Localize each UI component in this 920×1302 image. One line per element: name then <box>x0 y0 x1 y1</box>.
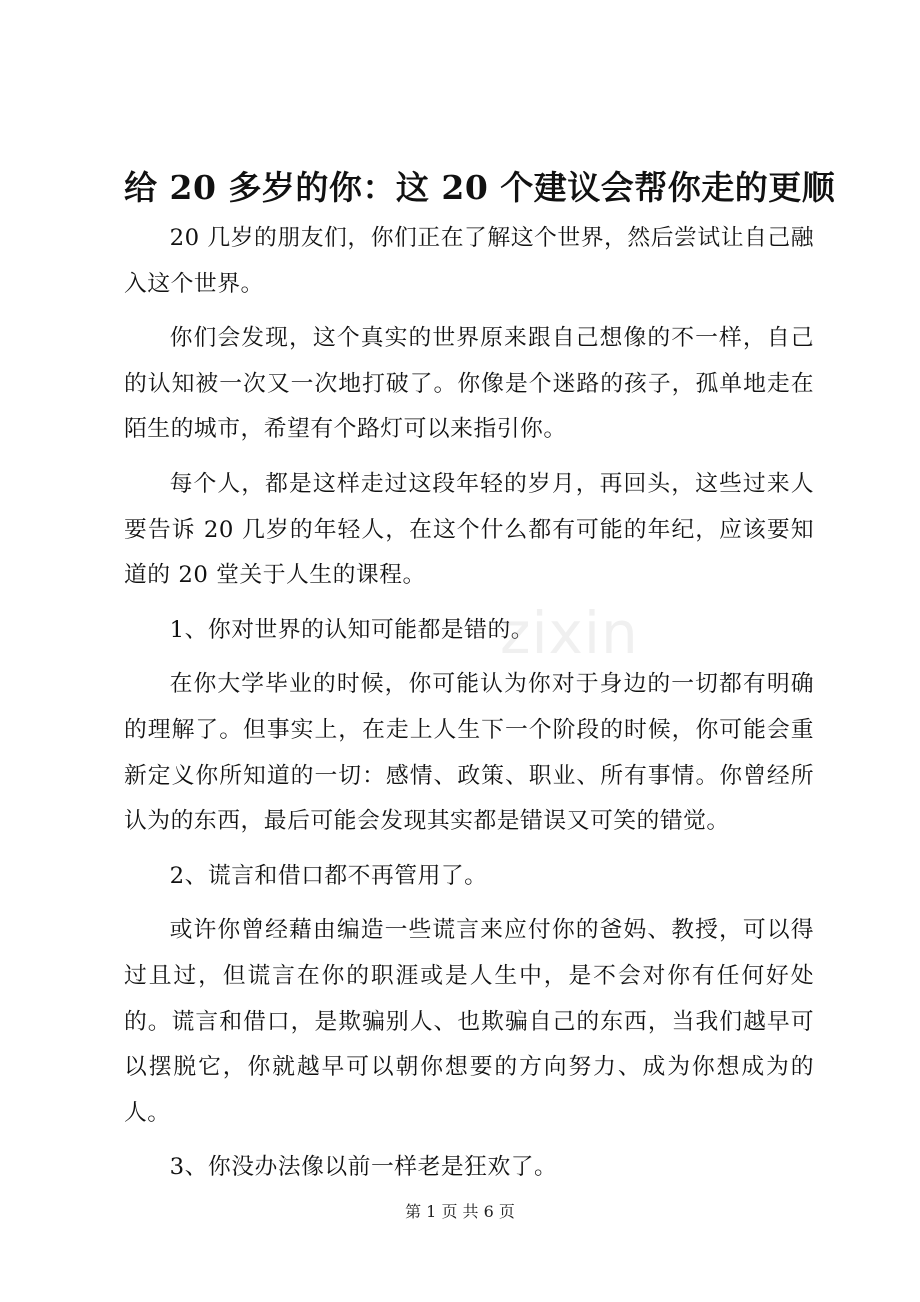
watermark: zixin <box>500 599 639 667</box>
paragraph-section-1: 在你大学毕业的时候，你可能认为你对于身边的一切都有明确的理解了。但事实上，在走上人生下一个阶段的时候，你可能会重新定义你所知道的一切：感情、政策、职业、所有事情。你曾经所认为的东西，最后可能会发现其实都是错误又可笑的错觉。 <box>124 671 814 835</box>
document-title: 给 20 多岁的你：这 20 个建议会帮你走的更顺 <box>124 168 836 207</box>
section-heading-3: 3、你没办法像以前一样老是狂欢了。 <box>169 1154 558 1181</box>
paragraph-intro: 20 几岁的朋友们，你们正在了解这个世界，然后尝试让自己融入这个世界。 <box>124 225 814 297</box>
section-heading-2: 2、谎言和借口都不再管用了。 <box>169 862 488 889</box>
section-heading-1: 1、你对世界的认知可能都是错的。 <box>169 616 535 643</box>
paragraph-discovery: 你们会发现，这个真实的世界原来跟自己想像的不一样，自己的认知被一次又一次地打破了。你像是个迷路的孩子，孤单地走在陌生的城市，希望有个路灯可以来指引你。 <box>124 325 814 443</box>
page-footer: 第 1 页 共 6 页 <box>405 1202 515 1221</box>
document-body <box>124 216 814 1191</box>
paragraph-everyone: 每个人，都是这样走过这段年轻的岁月，再回头，这些过来人要告诉 20 几岁的年轻人，在这个什么都有可能的年纪，应该要知道的 20 堂关于人生的课程。 <box>124 470 814 589</box>
paragraph-section-2: 或许你曾经藉由编造一些谎言来应付你的爸妈、教授，可以得过且过，但谎言在你的职涯或是人生中，是不会对你有任何好处的。谎言和借口，是欺骗别人、也欺骗自己的东西，当我们越早可以摆脱它，你就越早可以朝你想要的方向努力、成为你想成为的人。 <box>124 917 814 1126</box>
